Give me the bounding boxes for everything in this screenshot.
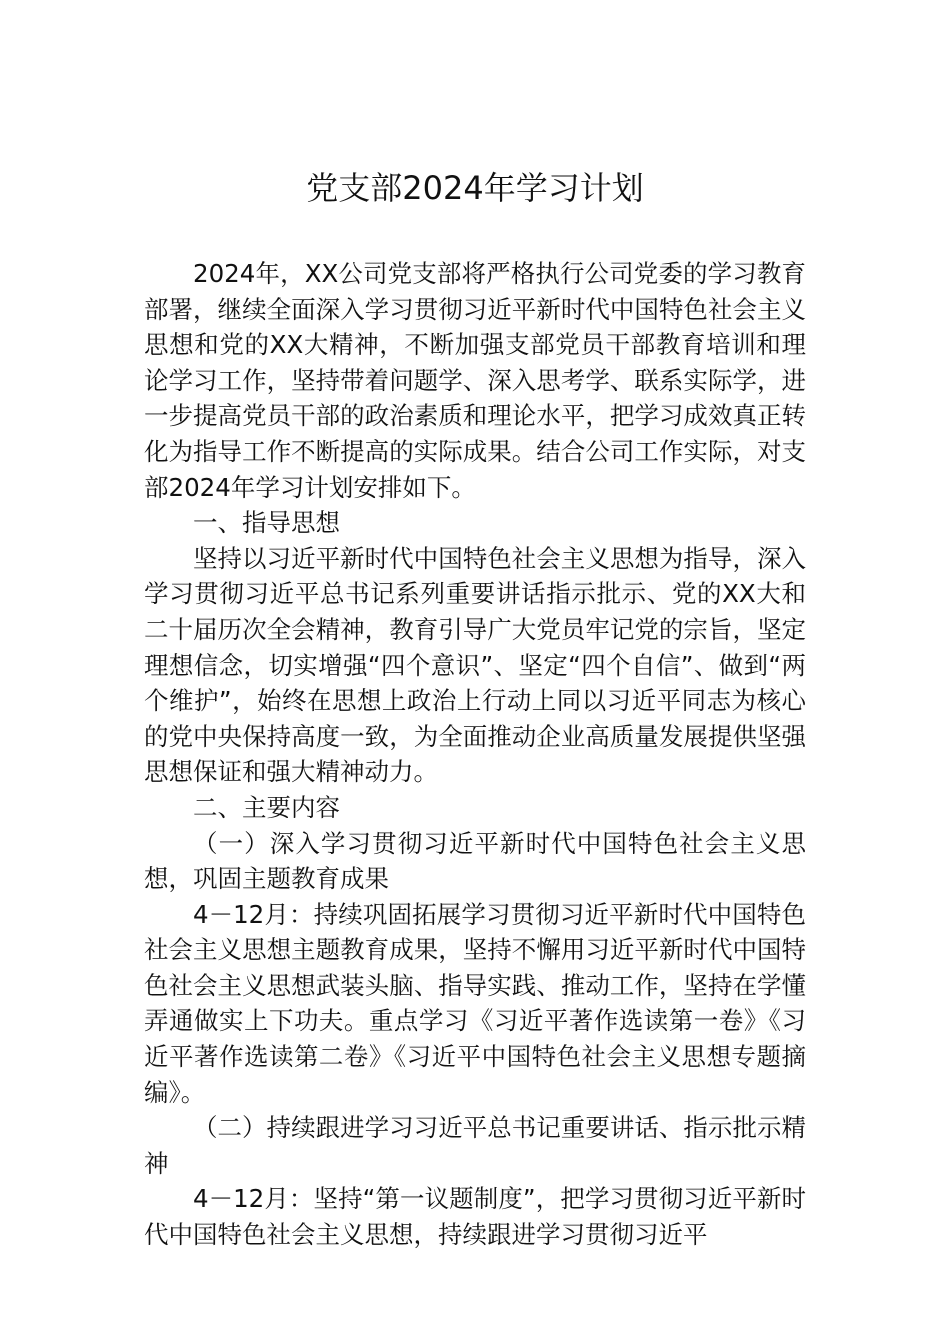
subsection-1-paragraph: 4－12月：持续巩固拓展学习贯彻习近平新时代中国特色社会主义思想主题教育成果，坚持不懈用习近平新时代中国特色社会主义思想武装头脑、指导实践、推动工作，坚持在学懂弄通做实上下功夫。重点学习《习近平著作选读第一卷》《习近平著作选读第二卷》《习近平中国特色社会主义思想专题摘编》。 [144,899,806,1107]
section-heading-main-content: 二、主要内容 [193,792,340,822]
intro-paragraph: 2024年，XX公司党支部将严格执行公司党委的学习教育部署，继续全面深入学习贯彻习近平新时代中国特色社会主义思想和党的XX大精神，不断加强支部党员干部教育培训和理论学习工作，坚持带着问题学、深入思考学、联系实际学，进一步提高党员干部的政治素质和理论水平，把学习成效真正转化为指导工作不断提高的实际成果。结合公司工作实际，对支部2024年学习计划安排如下。 [144,259,806,502]
subsection-heading-1: （一）深入学习贯彻习近平新时代中国特色社会主义思想，巩固主题教育成果 [144,828,806,894]
subsection-heading-2: （二）持续跟进学习习近平总书记重要讲话、指示批示精神 [144,1113,806,1178]
guiding-thought-paragraph: 坚持以习近平新时代中国特色社会主义思想为指导，深入学习贯彻习近平总书记系列重要讲话指示批示、党的XX大和二十届历次全会精神，教育引导广大党员牢记党的宗旨，坚定理想信念，切实增强“四个意识”、坚定“四个自信”、做到“两个维护”，始终在思想上政治上行动上同以习近平同志为核心的党中央保持高度一致，为全面推动企业高质量发展提供坚强思想保证和强大精神动力。 [144,543,806,787]
document-title: 党支部2024年学习计划 [306,169,644,207]
subsection-2-paragraph: 4－12月：坚持“第一议题制度”，把学习贯彻习近平新时代中国特色社会主义思想，持续跟进学习贯彻习近平 [144,1184,806,1250]
section-heading-guiding-thought: 一、指导思想 [193,508,340,538]
document-body [144,256,806,1253]
